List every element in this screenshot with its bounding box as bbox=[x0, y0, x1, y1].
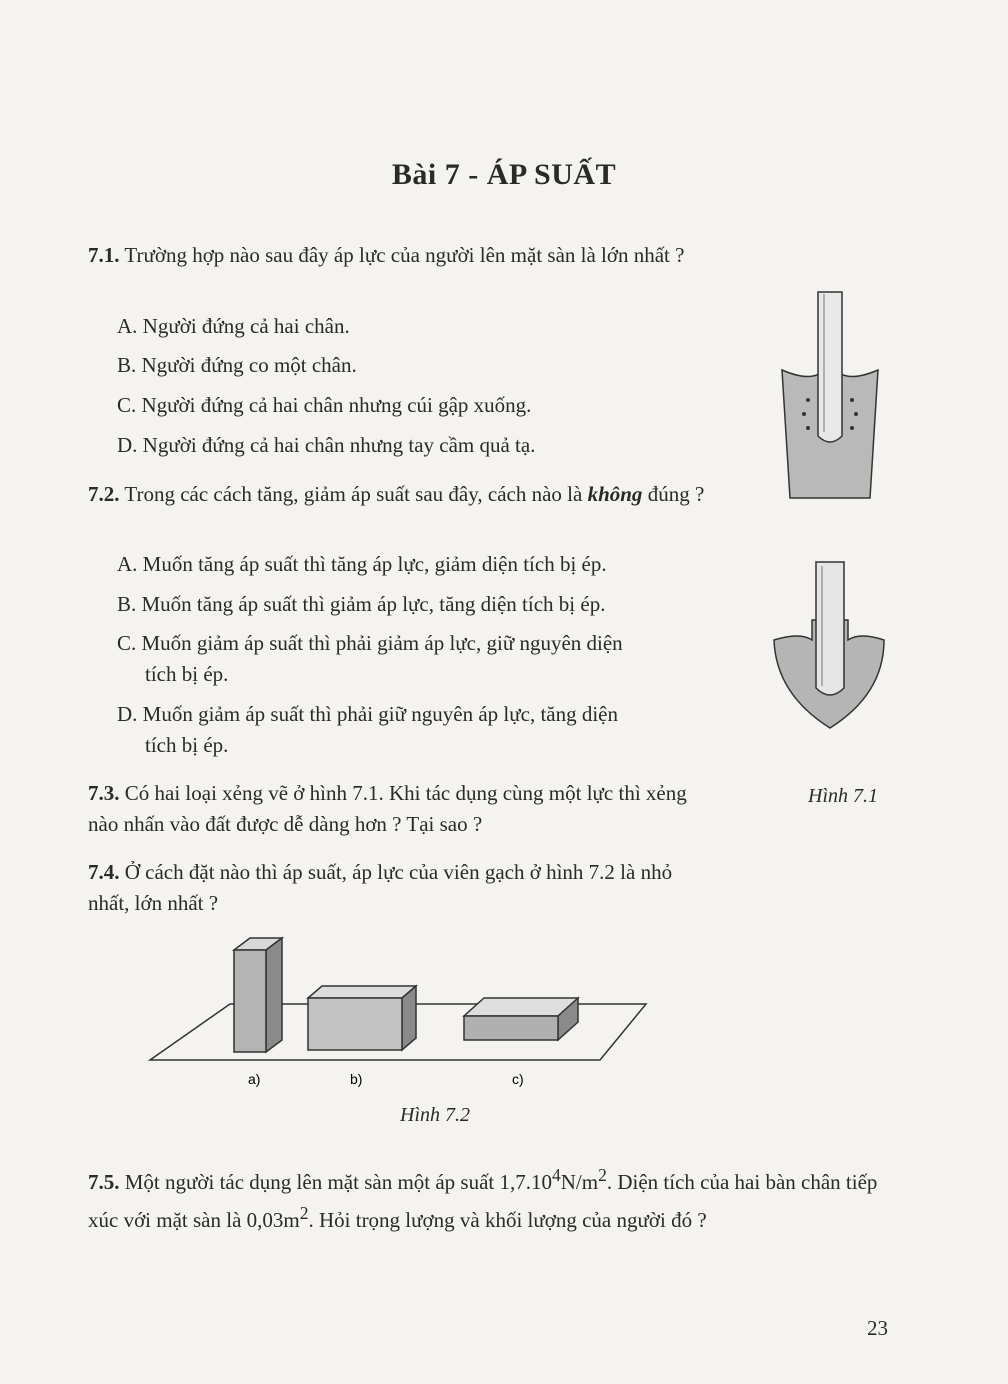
question-number: 7.1. bbox=[88, 243, 120, 267]
question-text: Có hai loại xẻng vẽ ở hình 7.1. Khi tác dụng cùng một lực thì xẻng nào nhấn vào đất được dễ dàng hơn ? Tại sao ? bbox=[88, 781, 687, 836]
superscript: 2 bbox=[299, 1203, 309, 1223]
question-7-1 bbox=[88, 240, 713, 271]
question-text-before: Trong các cách tăng, giảm áp suất sau đây, cách nào là bbox=[124, 482, 583, 506]
figure-7-1-caption: Hình 7.1 bbox=[808, 785, 878, 807]
question-text: . Diện tích của hai bàn chân tiếp xúc với mặt sàn là 0,03m bbox=[88, 1170, 878, 1232]
option-7-1-a: A. Người đứng cả hai chân. bbox=[117, 314, 350, 338]
shovel-flat-icon bbox=[782, 292, 878, 498]
option-7-1-b: B. Người đứng co một chân. bbox=[117, 353, 357, 377]
page-number: 23 bbox=[867, 1316, 888, 1340]
question-text-after: đúng ? bbox=[647, 482, 705, 506]
figure-label-a: a) bbox=[248, 1071, 261, 1087]
option-7-2-c bbox=[117, 628, 717, 690]
brick-side bbox=[308, 986, 416, 1050]
option-line: D. Muốn giảm áp suất thì phải giữ nguyên áp lực, tăng diện bbox=[117, 702, 619, 726]
option-7-2-b: B. Muốn tăng áp suất thì giảm áp lực, tăng diện tích bị ép. bbox=[117, 592, 606, 616]
question-emphasis: không bbox=[587, 482, 643, 506]
question-text: Ở cách đặt nào thì áp suất, áp lực của viên gạch ở hình 7.2 là nhỏ nhất, lớn nhất ? bbox=[88, 860, 673, 915]
question-number: 7.5. bbox=[88, 1170, 120, 1194]
question-number: 7.2. bbox=[88, 482, 120, 506]
brick-standing bbox=[234, 938, 282, 1052]
figure-7-1-shovels bbox=[770, 290, 890, 730]
question-number: 7.3. bbox=[88, 781, 120, 805]
question-text: Một người tác dụng lên mặt sàn một áp suất 1,7.10 bbox=[124, 1170, 553, 1194]
superscript: 4 bbox=[552, 1165, 561, 1185]
question-text: N/m bbox=[560, 1170, 599, 1194]
option-line: tích bị ép. bbox=[145, 733, 229, 757]
figure-7-2-caption: Hình 7.2 bbox=[400, 1104, 470, 1126]
question-text: Trường hợp nào sau đây áp lực của người lên mặt sàn là lớn nhất ? bbox=[124, 243, 685, 267]
option-7-2-d bbox=[117, 699, 717, 761]
option-line: C. Muốn giảm áp suất thì phải giảm áp lực, giữ nguyên diện bbox=[117, 631, 623, 655]
question-7-5 bbox=[88, 1160, 888, 1236]
question-7-3 bbox=[88, 778, 713, 840]
figure-label-b: b) bbox=[350, 1071, 363, 1087]
superscript: 2 bbox=[598, 1165, 607, 1185]
question-text: . Hỏi trọng lượng và khối lượng của người đó ? bbox=[308, 1208, 707, 1232]
figure-7-2-bricks bbox=[140, 930, 660, 1090]
page-title: Bài 7 - ÁP SUẤT bbox=[391, 158, 617, 191]
brick-flat bbox=[464, 998, 578, 1040]
question-7-4 bbox=[88, 857, 713, 919]
question-7-2 bbox=[88, 479, 713, 510]
option-line: tích bị ép. bbox=[145, 662, 229, 686]
option-7-1-c: C. Người đứng cả hai chân nhưng cúi gập xuống. bbox=[117, 393, 532, 417]
option-7-2-a: A. Muốn tăng áp suất thì tăng áp lực, giảm diện tích bị ép. bbox=[117, 552, 607, 576]
shovel-pointed-icon bbox=[774, 562, 884, 728]
option-7-1-d: D. Người đứng cả hai chân nhưng tay cầm quả tạ. bbox=[117, 433, 536, 457]
figure-label-c: c) bbox=[512, 1071, 524, 1087]
question-number: 7.4. bbox=[88, 860, 120, 884]
